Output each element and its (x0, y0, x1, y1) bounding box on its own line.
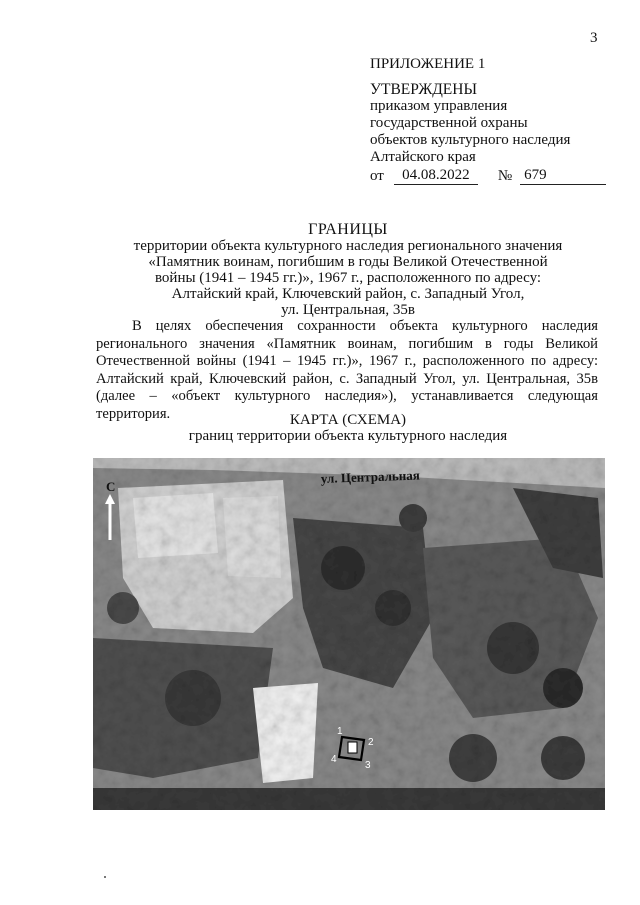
aerial-map (93, 458, 605, 810)
number-label: № (497, 168, 513, 184)
title-line: ул. Центральная, 35в (281, 302, 415, 318)
map-title (100, 412, 596, 444)
body-text: В целях обеспечения сохранности объекта культурного наследия регионального значения «Памятник воинам, погибшим в годы Великой Отечественной войны (1941 – 1945 гг.)», 1967 г., расположенного по адресу: Алтайский край, Ключевский район, с. Западный Угол, ул. Центральная, 35в (далее – «объект культурного наследия»), устанавливается следующая территория. (96, 318, 598, 422)
title-heading: ГРАНИЦЫ (308, 221, 388, 238)
approval-line: Алтайского края (370, 149, 476, 165)
document-title (118, 222, 578, 318)
map-subheading: границ территории объекта культурного наследия (188, 428, 508, 444)
title-line: территории объекта культурного наследия регионального значения (133, 238, 563, 254)
order-number: 679 (520, 167, 606, 185)
body-paragraph (96, 318, 598, 423)
page-number: 3 (590, 30, 598, 46)
point-label: 4 (331, 754, 337, 765)
title-line: войны (1941 – 1945 гг.)», 1967 г., расположенного по адресу: (154, 270, 542, 286)
point-label: 2 (368, 737, 374, 748)
map-image (93, 458, 605, 810)
map-heading: КАРТА (СХЕМА) (289, 412, 407, 428)
point-label: 3 (365, 760, 371, 771)
appendix-heading: ПРИЛОЖЕНИЕ 1 (370, 56, 486, 72)
order-date-number (370, 167, 620, 185)
from-label: от (370, 168, 384, 184)
order-date: 04.08.2022 (394, 167, 478, 185)
approval-line: объектов культурного наследия (370, 132, 571, 148)
approval-line: приказом управления (370, 98, 508, 114)
approved-label: УТВЕРЖДЕНЫ (370, 81, 477, 98)
title-line: Алтайский край, Ключевский район, с. Западный Угол, (171, 286, 525, 302)
point-label: 1 (337, 726, 343, 737)
approval-line: государственной охраны (370, 115, 528, 131)
title-line: «Памятник воинам, погибшим в годы Великой Отечественной (148, 254, 548, 270)
north-label: С (106, 479, 116, 494)
scan-speck (104, 876, 106, 878)
approval-block (370, 56, 620, 185)
street-label: ул. Центральная (320, 467, 420, 486)
